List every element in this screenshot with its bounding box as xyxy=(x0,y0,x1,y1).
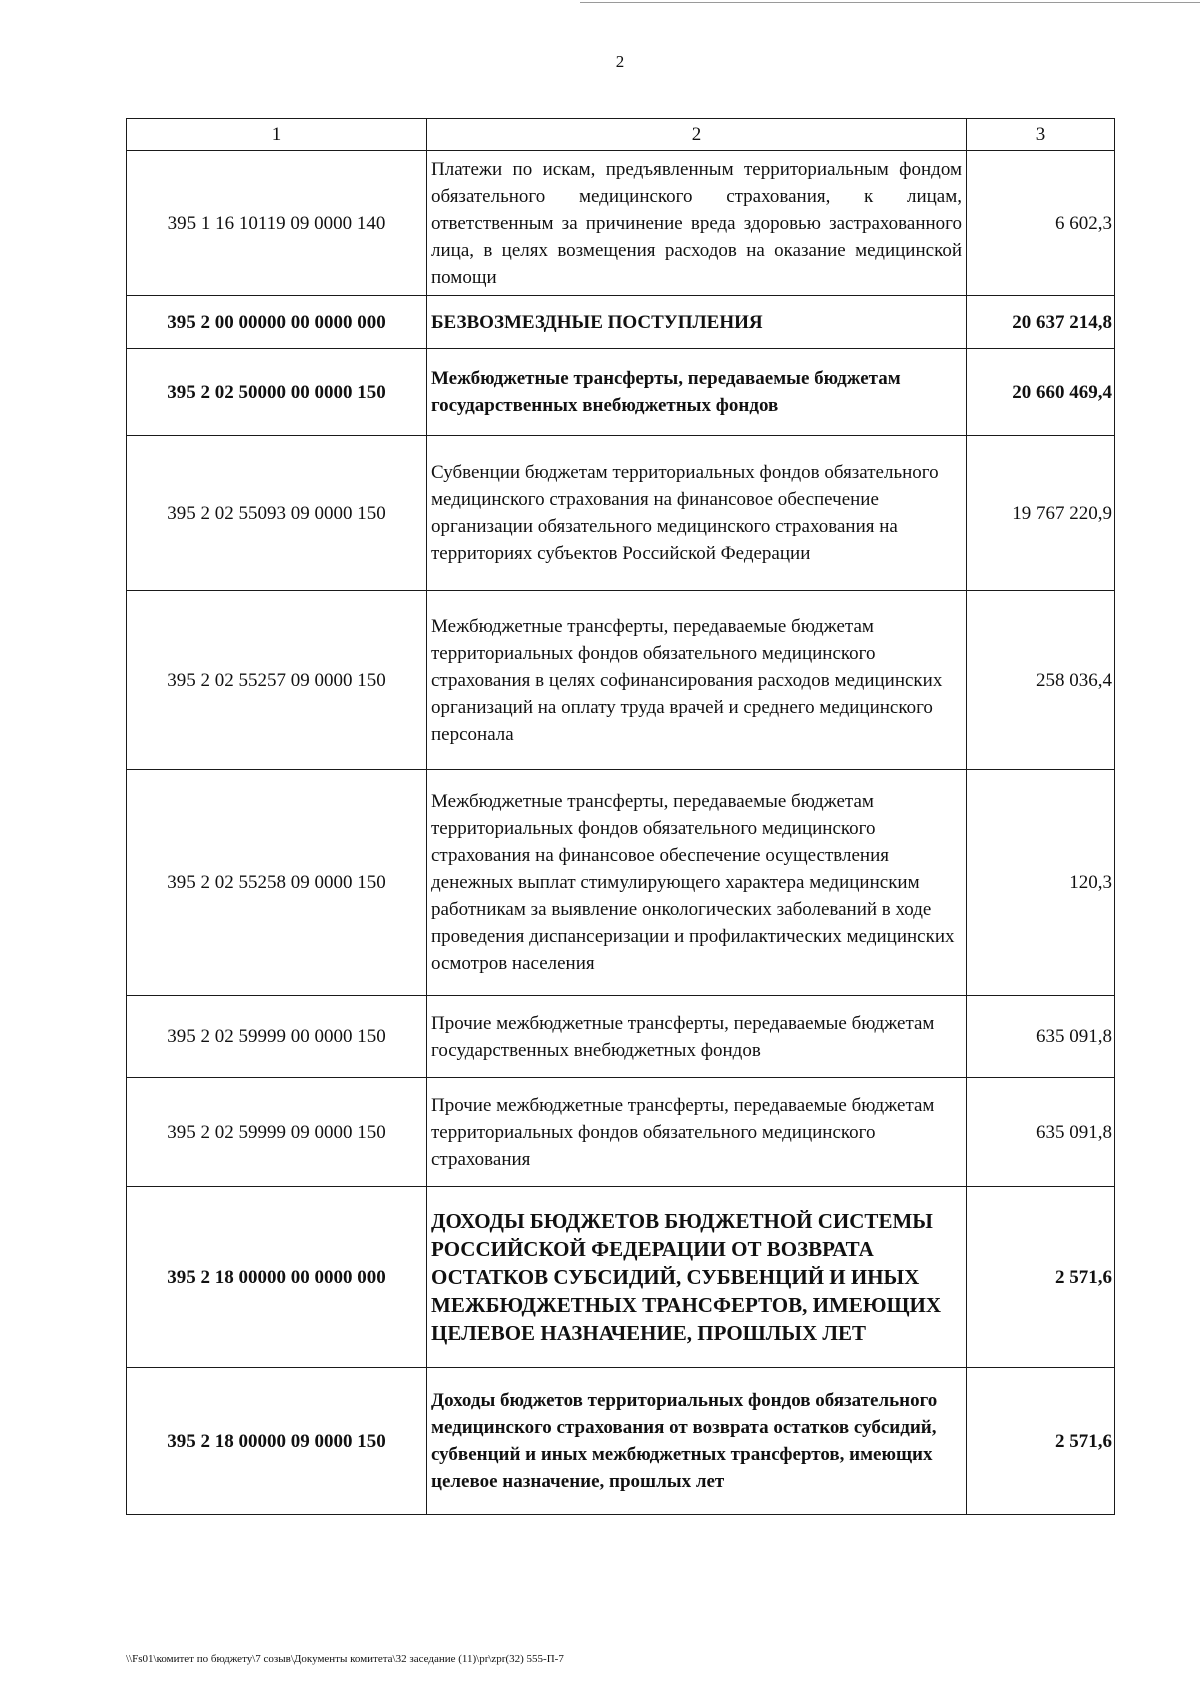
classification-code: 395 2 02 55258 09 0000 150 xyxy=(127,770,427,996)
amount: 20 660 469,4 xyxy=(967,349,1115,436)
classification-code: 395 2 02 59999 00 0000 150 xyxy=(127,996,427,1078)
amount: 2 571,6 xyxy=(967,1187,1115,1368)
table-row xyxy=(127,770,1115,996)
classification-code: 395 2 00 00000 00 0000 000 xyxy=(127,296,427,349)
revenue-name: БЕЗВОЗМЕЗДНЫЕ ПОСТУПЛЕНИЯ xyxy=(427,296,967,349)
classification-code: 395 2 02 55257 09 0000 150 xyxy=(127,591,427,770)
table-row xyxy=(127,996,1115,1078)
table-row xyxy=(127,436,1115,591)
table-header-row xyxy=(127,119,1115,151)
amount: 635 091,8 xyxy=(967,1078,1115,1187)
amount: 258 036,4 xyxy=(967,591,1115,770)
table-row xyxy=(127,1187,1115,1368)
amount: 6 602,3 xyxy=(967,151,1115,296)
revenue-name: Прочие межбюджетные трансферты, передаваемые бюджетам государственных внебюджетных фондов xyxy=(427,996,967,1078)
amount: 2 571,6 xyxy=(967,1368,1115,1515)
classification-code: 395 2 02 55093 09 0000 150 xyxy=(127,436,427,591)
classification-code: 395 2 02 59999 09 0000 150 xyxy=(127,1078,427,1187)
file-path-footer: \\Fs01\комитет по бюджету\7 созыв\Документы комитета\32 заседание (11)\pr\zpr(32) 555-П-7 xyxy=(126,1653,564,1665)
table-row xyxy=(127,1078,1115,1187)
table-row xyxy=(127,151,1115,296)
classification-code: 395 2 18 00000 09 0000 150 xyxy=(127,1368,427,1515)
header-col-3: 3 xyxy=(967,119,1115,151)
revenue-name: Прочие межбюджетные трансферты, передаваемые бюджетам территориальных фондов обязательного медицинского страхования xyxy=(427,1078,967,1187)
header-col-1: 1 xyxy=(127,119,427,151)
header-col-2: 2 xyxy=(427,119,967,151)
table-row xyxy=(127,1368,1115,1515)
amount: 20 637 214,8 xyxy=(967,296,1115,349)
amount: 120,3 xyxy=(967,770,1115,996)
page-number: 2 xyxy=(615,52,625,71)
amount: 19 767 220,9 xyxy=(967,436,1115,591)
budget-revenue-table xyxy=(126,118,1115,1515)
revenue-name: Доходы бюджетов территориальных фондов обязательного медицинского страхования от возврата остатков субсидий, субвенций и иных межбюджетных трансфертов, имеющих целевое назначение, прошлых лет xyxy=(427,1368,967,1515)
table-row xyxy=(127,296,1115,349)
top-edge-rule xyxy=(580,2,1200,3)
amount: 635 091,8 xyxy=(967,996,1115,1078)
revenue-name: Платежи по искам, предъявленным территориальным фондом обязательного медицинского страхования, к лицам, ответственным за причинение вреда здоровью застрахованного лица, в целях возмещения расходов на оказание медицинской помощи xyxy=(427,151,967,296)
classification-code: 395 2 02 50000 00 0000 150 xyxy=(127,349,427,436)
revenue-name: Межбюджетные трансферты, передаваемые бюджетам государственных внебюджетных фондов xyxy=(427,349,967,436)
revenue-name: Межбюджетные трансферты, передаваемые бюджетам территориальных фондов обязательного медицинского страхования на финансовое обеспечение осуществления денежных выплат стимулирующего характера медицинским работникам за выявление онкологических заболеваний в ходе проведения диспансеризации и профилактических медицинских осмотров населения xyxy=(427,770,967,996)
revenue-name: Межбюджетные трансферты, передаваемые бюджетам территориальных фондов обязательного медицинского страхования в целях софинансирования расходов медицинских организаций на оплату труда врачей и среднего медицинского персонала xyxy=(427,591,967,770)
classification-code: 395 1 16 10119 09 0000 140 xyxy=(127,151,427,296)
classification-code: 395 2 18 00000 00 0000 000 xyxy=(127,1187,427,1368)
revenue-name: Субвенции бюджетам территориальных фондов обязательного медицинского страхования на финансовое обеспечение организации обязательного медицинского страхования на территориях субъектов Российской Федерации xyxy=(427,436,967,591)
table-row xyxy=(127,591,1115,770)
revenue-name: ДОХОДЫ БЮДЖЕТОВ БЮДЖЕТНОЙ СИСТЕМЫ РОССИЙСКОЙ ФЕДЕРАЦИИ ОТ ВОЗВРАТА ОСТАТКОВ СУБСИДИЙ, СУБВЕНЦИЙ И ИНЫХ МЕЖБЮДЖЕТНЫХ ТРАНСФЕРТОВ, ИМЕЮЩИХ ЦЕЛЕВОЕ НАЗНАЧЕНИЕ, ПРОШЛЫХ ЛЕТ xyxy=(427,1187,967,1368)
table-row xyxy=(127,349,1115,436)
